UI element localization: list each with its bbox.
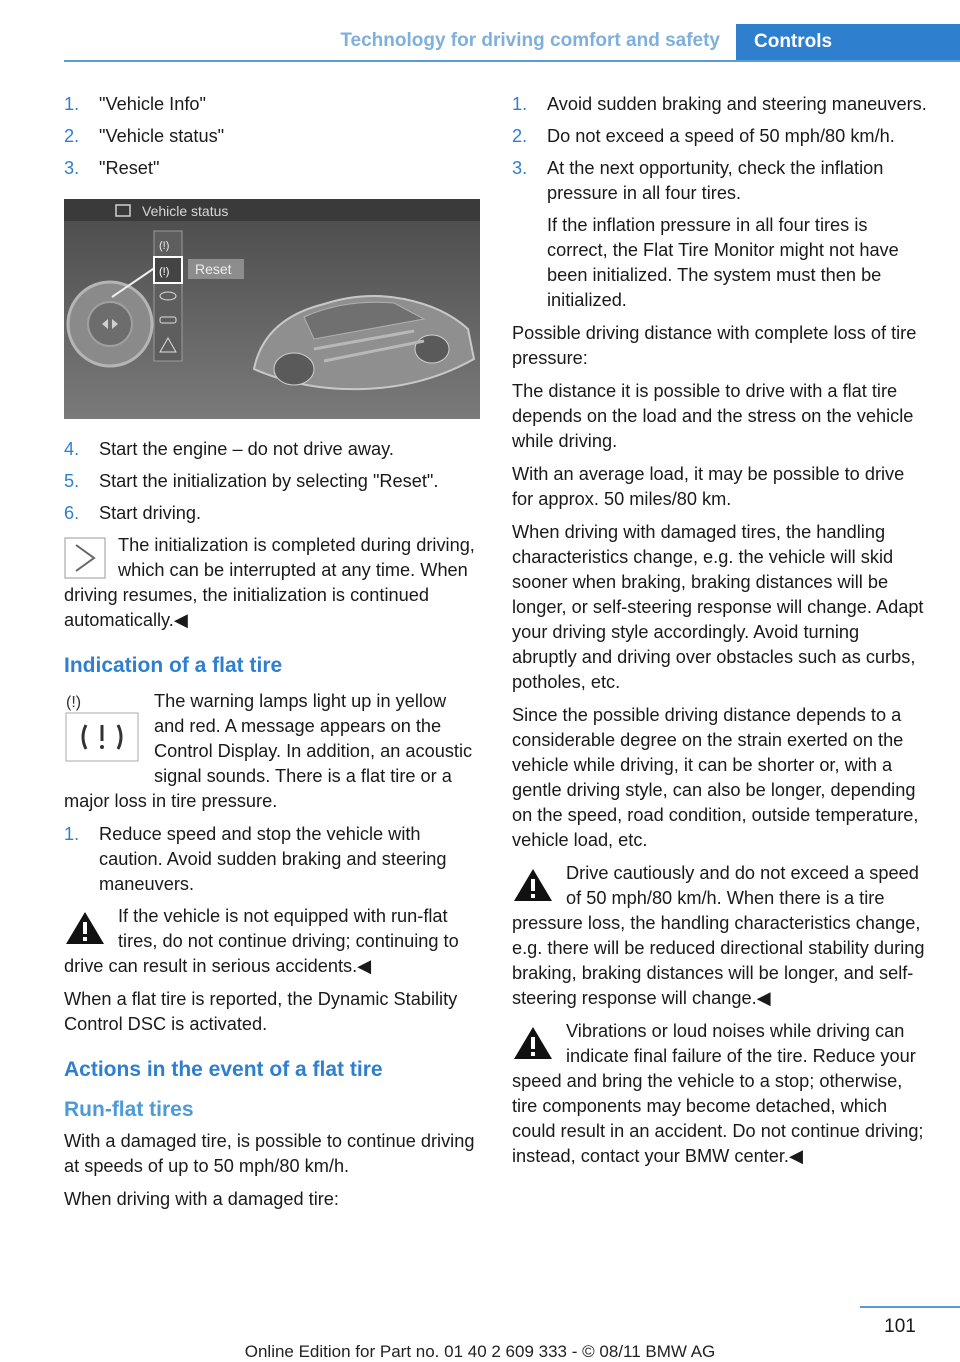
warning-run-flat-text: If the vehicle is not equipped with run-flat tires, do not continue driving; continuing to drive can result in serious accidents.	[64, 906, 459, 976]
list-text: "Reset"	[99, 158, 160, 178]
flat-tire-indication	[64, 689, 478, 814]
warning-run-flat	[64, 904, 478, 979]
list-item	[512, 92, 927, 117]
warning-drive-cautiously-text: Drive cautiously and do not exceed a speed of 50 mph/80 km/h. When there is a tire pressure loss, the handling characteristics change, e.g. there will be reduced directional stability during braking, braking distances will be longer, and self-steering response will change.	[512, 863, 925, 1008]
list-text: "Vehicle status"	[99, 126, 225, 146]
list-item	[64, 437, 478, 462]
list-text: Start the engine – do not drive away.	[99, 439, 394, 459]
vehicle-status-screenshot	[64, 199, 480, 419]
chapter-tab: Controls	[736, 24, 960, 62]
heading-actions-flat-tire: Actions in the event of a flat tire	[64, 1058, 383, 1081]
right-column	[512, 92, 927, 1177]
footer-rule	[860, 1306, 960, 1308]
end-marker: ◀	[788, 1146, 803, 1166]
list-item	[512, 124, 927, 149]
steps-mid	[64, 437, 478, 526]
end-marker: ◀	[173, 610, 188, 630]
list-number: 5.	[64, 471, 80, 491]
list-text: At the next opportunity, check the inflation pressure in all four tires.	[547, 158, 884, 203]
warning-vibrations-text: Vibrations or loud noises while driving can indicate final failure of the tire. Reduce your speed and bring the vehicle to a stop; otherwise, tire components may become detached, which could result in an accident. Do not continue driving; instead, contact your BMW center.	[512, 1021, 924, 1166]
heading-run-flat-tires: Run-flat tires	[64, 1098, 194, 1121]
flat-tire-text: The warning lamps light up in yellow and red. A message appears on the Control Display. In addition, an acoustic signal sounds. There is a flat tire or a major loss in tire pressure.	[64, 691, 473, 811]
list-item	[64, 124, 478, 149]
warning-triangle-icon	[512, 1025, 554, 1061]
edition-footer: Online Edition for Part no. 01 40 2 609 333 - © 08/11 BMW AG	[244, 1342, 716, 1361]
heading-indication-flat-tire: Indication of a flat tire	[64, 654, 283, 677]
paragraph-distance: Possible driving distance with complete loss of tire pressure:	[512, 323, 917, 368]
paragraph-strain: Since the possible driving distance depends to a considerable degree on the strain exerted on the vehicle while driving, it can be shorter or, with a gentle driving style, can also be longer, depending on the speed, road condition, outside temperature, vehicle load, etc.	[512, 705, 919, 850]
list-number: 1.	[64, 94, 80, 114]
list-item	[64, 469, 478, 494]
list-item	[64, 822, 478, 897]
list-number: 3.	[64, 158, 80, 178]
left-column	[64, 92, 478, 1220]
list-number: 2.	[512, 126, 528, 146]
header-rule	[64, 60, 960, 62]
list-number: 2.	[64, 126, 80, 146]
figure-title: Vehicle status	[142, 203, 229, 219]
list-item	[64, 156, 478, 181]
paragraph-average-load: With an average load, it may be possible to drive for approx. 50 miles/80 km.	[512, 464, 905, 509]
list-text: "Vehicle Info"	[99, 94, 206, 114]
paragraph-handling: When driving with damaged tires, the handling characteristics change, e.g. the vehicle will skid sooner when braking, braking distances will be longer, or self-steering response will change. Adapt your driving style accordingly. Avoid turning abruptly and driving over obstacles such as curbs, potholes, etc.	[512, 522, 924, 692]
list-item	[64, 92, 478, 117]
list-item	[512, 156, 927, 206]
warning-vibrations	[512, 1019, 927, 1169]
list-text: Start driving.	[99, 503, 202, 523]
list-text: Start the initialization by selecting "Reset".	[99, 471, 439, 491]
figure-reset-label: Reset	[195, 261, 232, 277]
page-number: 101	[884, 1316, 916, 1337]
runflat-paragraph-1: With a damaged tire, is possible to continue driving at speeds of up to 50 mph/80 km/h.	[64, 1131, 475, 1176]
steps-top	[64, 92, 478, 181]
svg-text:(!): (!)	[66, 694, 82, 711]
section-title: Technology for driving comfort and safety	[340, 30, 720, 51]
svg-text:(!): (!)	[159, 266, 170, 278]
list-number: 6.	[64, 503, 80, 523]
list-number: 3.	[512, 158, 528, 178]
warning-triangle-icon	[512, 867, 554, 903]
list-item	[64, 501, 478, 526]
end-marker: ◀	[756, 988, 771, 1008]
list-text: Reduce speed and stop the vehicle with caution. Avoid sudden braking and steering maneuvers.	[99, 824, 447, 894]
step-3-subtext: If the inflation pressure in all four tires is correct, the Flat Tire Monitor might not have been initialized. The system must then be initialized.	[547, 215, 899, 310]
paragraph-distance-detail: The distance it is possible to drive with a flat tire depends on the load and the stress on the vehicle while driving.	[512, 381, 914, 451]
note-initialization-text: The initialization is completed during driving, which can be interrupted at any time. When driving resumes, the initialization is continued automatically.	[64, 535, 475, 630]
runflat-paragraph-2: When driving with a damaged tire:	[64, 1189, 339, 1209]
dsc-paragraph: When a flat tire is reported, the Dynamic Stability Control DSC is activated.	[64, 989, 458, 1034]
warning-drive-cautiously	[512, 861, 927, 1011]
list-text: Do not exceed a speed of 50 mph/80 km/h.	[547, 126, 895, 146]
note-initialization	[64, 533, 478, 633]
list-number: 4.	[64, 439, 80, 459]
list-number: 1.	[64, 824, 80, 844]
list-text: Avoid sudden braking and steering maneuvers.	[547, 94, 927, 114]
note-arrow-icon	[64, 537, 106, 579]
tire-pressure-warning-icon	[64, 689, 144, 765]
list-number: 1.	[512, 94, 528, 114]
svg-text:(!): (!)	[159, 240, 170, 252]
end-marker: ◀	[357, 956, 372, 976]
warning-triangle-icon	[64, 910, 106, 946]
